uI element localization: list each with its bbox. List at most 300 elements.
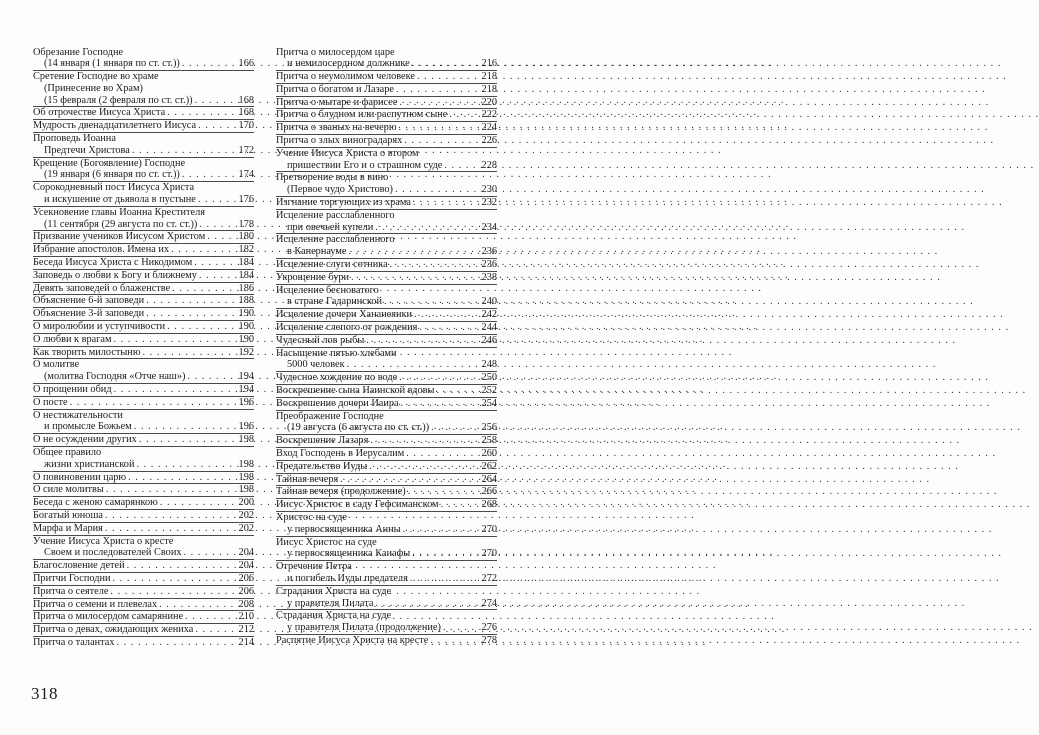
dot-leader — [198, 194, 237, 206]
toc-entry — [276, 234, 497, 259]
toc-entry-page: 266 — [481, 486, 497, 498]
dot-leader — [404, 135, 479, 147]
dot-leader — [132, 145, 237, 157]
toc-entry-page: 262 — [481, 460, 497, 472]
toc-entry-page: 202 — [238, 509, 254, 521]
toc-entry — [276, 309, 497, 322]
toc-entry — [276, 398, 497, 411]
toc-entry-title: у первосвященника Анны — [287, 523, 401, 535]
toc-entry-line — [33, 497, 254, 509]
toc-entry-title: в Капернауме — [287, 246, 347, 258]
toc-entry-title: Тайная вечеря — [276, 473, 339, 485]
toc-entry-line — [33, 459, 254, 471]
toc-entry-line — [33, 547, 254, 559]
toc-entry-title: Притча о девах, ожидающих жениха — [33, 624, 194, 636]
toc-entry — [276, 148, 497, 173]
toc-entry-page: 216 — [481, 58, 497, 70]
toc-entry-page: 270 — [481, 548, 497, 560]
toc-entry-line — [276, 109, 497, 121]
toc-entry — [276, 499, 497, 512]
toc-entry — [33, 434, 254, 447]
toc-entry-page: 168 — [238, 94, 254, 106]
toc-entry-line — [276, 499, 497, 511]
toc-entry-title: Беседа с женою самарянкою — [33, 497, 158, 509]
toc-entry — [33, 484, 254, 497]
toc-entry — [33, 560, 254, 573]
toc-entry-line — [276, 573, 497, 585]
toc-entry-title: Богатый юноша — [33, 509, 103, 521]
toc-entry-page: 196 — [238, 396, 254, 408]
toc-entry-page: 174 — [238, 169, 254, 181]
toc-entry-line: Крещение (Богоявление) Господне — [33, 157, 186, 169]
toc-entry-page: 278 — [481, 634, 497, 646]
toc-entry-title: Марфа и Мария — [33, 522, 103, 534]
dot-leader — [128, 472, 236, 484]
toc-entry-title: Как творить милостыню — [33, 346, 141, 358]
toc-entry-line — [276, 598, 497, 610]
toc-entry-line: Притча о милосердом царе — [276, 46, 395, 58]
toc-entry — [33, 107, 254, 120]
toc-entry-page: 256 — [481, 422, 497, 434]
toc-entry-line — [33, 283, 254, 295]
toc-entry-page: 236 — [481, 259, 497, 271]
toc-entry-page: 196 — [238, 421, 254, 433]
toc-entry — [276, 474, 497, 487]
toc-entry-title: Укрощение бури — [276, 271, 350, 283]
toc-entry-page: 200 — [238, 497, 254, 509]
toc-entry-title: у первосвященника Каиафы — [287, 548, 411, 560]
toc-entry-line: Страдания Христа на суде — [276, 610, 392, 622]
toc-entry-title: Об отрочестве Иисуса Христа — [33, 107, 166, 119]
dot-leader — [430, 635, 479, 647]
dot-leader — [199, 219, 236, 231]
toc-entry-line — [276, 474, 497, 486]
toc-entry-title: и промысле Божьем — [44, 421, 132, 433]
toc-entry — [33, 523, 254, 536]
toc-entry — [276, 335, 497, 348]
dot-leader — [167, 321, 236, 333]
toc-entry-line: Страдания Христа на суде — [276, 585, 392, 597]
dot-leader — [159, 599, 236, 611]
dot-leader — [375, 222, 479, 234]
dot-leader — [406, 448, 479, 460]
toc-entry-line: Усекновение главы Иоанна Крестителя — [33, 206, 205, 218]
toc-entry — [33, 637, 254, 649]
dot-leader — [207, 231, 236, 243]
toc-entry — [33, 321, 254, 334]
toc-entry — [276, 109, 497, 122]
toc-entry — [276, 259, 497, 272]
toc-entry-title: Воскрешение Лазаря — [276, 435, 369, 447]
dot-leader — [70, 397, 237, 409]
toc-entry-line: Учение Иисуса Христа о втором — [276, 147, 419, 159]
toc-entry-line — [276, 422, 497, 434]
toc-entry-line — [33, 624, 254, 636]
toc-entry — [276, 486, 497, 499]
dot-leader — [105, 523, 237, 535]
toc-entry-line — [33, 95, 254, 107]
toc-entry-line — [276, 135, 497, 147]
dot-leader — [113, 573, 237, 585]
toc-entry — [33, 308, 254, 321]
toc-entry-title: Притча о неумолимом человеке — [276, 71, 415, 83]
dot-leader — [431, 422, 479, 434]
toc-entry-page: 212 — [238, 624, 254, 636]
toc-entry-page: 194 — [238, 384, 254, 396]
toc-entry — [33, 120, 254, 133]
toc-entry-page: 170 — [238, 120, 254, 132]
toc-entry-title: (19 января (6 января по ст. ст.)) — [44, 169, 180, 181]
toc-entry — [276, 47, 497, 72]
toc-entry-line — [276, 622, 497, 634]
toc-entry-title: Притча о злых виноградарях — [276, 135, 403, 147]
dot-leader — [146, 295, 236, 307]
toc-entry — [276, 435, 497, 448]
dot-leader — [114, 334, 237, 346]
toc-entry — [33, 586, 254, 599]
toc-entry — [276, 461, 497, 474]
dot-leader — [185, 611, 237, 623]
toc-entry-line: Исцеление расслабленного — [276, 234, 395, 246]
dot-leader — [441, 499, 480, 511]
toc-entry-line — [276, 84, 497, 96]
toc-entry-line — [33, 421, 254, 433]
toc-entry-line — [276, 184, 497, 196]
dot-leader — [443, 622, 480, 634]
toc-entry — [276, 172, 497, 197]
toc-entry-title: Притча о богатом и Лазаре — [276, 83, 394, 95]
toc-entry-page: 260 — [481, 448, 497, 459]
toc-entry-title: в стране Гадаринской — [287, 296, 382, 308]
toc-entry-line — [33, 510, 254, 522]
toc-entry-line — [276, 524, 497, 536]
toc-entry — [33, 624, 254, 637]
toc-entry — [33, 573, 254, 586]
toc-entry-line — [276, 97, 497, 109]
toc-entry-page: 168 — [238, 107, 254, 119]
toc-entry-line — [33, 120, 254, 132]
dot-leader — [167, 107, 236, 119]
toc-entry-line — [33, 397, 254, 409]
toc-entry-page: 198 — [238, 471, 254, 483]
dot-leader — [419, 322, 479, 334]
toc-entry-page: 166 — [238, 58, 254, 70]
toc-entry — [276, 411, 497, 436]
toc-entry-title: Исцеление слуги сотника — [276, 259, 388, 271]
toc-entry — [276, 97, 497, 110]
toc-entry — [33, 334, 254, 347]
toc-entry-title: Распятие Иисуса Христа на кресте — [276, 634, 429, 646]
toc-entry — [276, 635, 497, 647]
toc-entry — [276, 197, 497, 210]
toc-entry — [33, 599, 254, 612]
dot-leader — [114, 384, 237, 396]
dot-leader — [399, 97, 479, 109]
toc-entry-page: 178 — [238, 218, 254, 230]
toc-entry — [276, 210, 497, 235]
toc-entry-page: 238 — [481, 271, 497, 283]
toc-entry-page: 218 — [481, 83, 497, 95]
dot-leader — [408, 486, 480, 498]
toc-entry-page: 228 — [481, 159, 497, 171]
toc-entry-line: Претворение воды в вино — [276, 172, 389, 184]
dot-leader — [340, 474, 479, 486]
toc-entry-title: О прощении обид — [33, 384, 112, 396]
toc-entry-title: Объяснение 6-й заповеди — [33, 295, 145, 307]
toc-entry-page: 190 — [238, 333, 254, 345]
toc-entry-page: 172 — [238, 144, 254, 156]
toc-entry — [276, 71, 497, 84]
toc-entry-page: 268 — [481, 499, 497, 511]
dot-leader — [139, 434, 237, 446]
toc-entry-line — [33, 637, 254, 649]
toc-entry-line: Сорокодневный пост Иисуса Христа — [33, 182, 195, 194]
toc-entry-page: 190 — [238, 321, 254, 333]
dot-leader — [349, 246, 480, 258]
toc-entry-page: 206 — [238, 572, 254, 584]
toc-entry-line — [33, 321, 254, 333]
toc-entry-title: Исцеление слепого от рождения — [276, 322, 418, 334]
toc-entry-page: 188 — [238, 295, 254, 307]
toc-entry — [276, 135, 497, 148]
toc-entry-line — [33, 219, 254, 231]
toc-entry-line — [33, 484, 254, 496]
toc-entry-title: Предательство Иуды — [276, 460, 368, 472]
toc-entry-line — [33, 573, 254, 585]
toc-entry-title: Заповедь о любви к Богу и ближнему — [33, 269, 197, 281]
toc-entry-line — [276, 398, 497, 410]
dot-leader — [413, 197, 480, 209]
toc-entry — [276, 372, 497, 385]
toc-entry-line — [276, 635, 497, 647]
toc-entry-line — [33, 611, 254, 623]
toc-entry — [276, 272, 497, 285]
toc-entry-page: 222 — [481, 109, 497, 121]
toc-entry — [33, 384, 254, 397]
dot-leader — [414, 309, 480, 321]
toc-entry-page: 218 — [481, 71, 497, 83]
toc-entry-line — [276, 359, 497, 371]
toc-entry-line — [33, 58, 254, 70]
toc-entry-page: 246 — [481, 334, 497, 346]
toc-entry — [33, 133, 254, 158]
toc-entry-page: 232 — [481, 197, 497, 209]
toc-column-left — [33, 47, 254, 649]
toc-entry-title: Иисус Христос в саду Гефсиманском — [276, 499, 439, 511]
dot-leader — [396, 84, 480, 96]
toc-entry-page: 258 — [481, 435, 497, 447]
toc-entry-line — [33, 523, 254, 535]
toc-entry-line — [276, 296, 497, 308]
dot-leader — [399, 122, 480, 134]
toc-entry — [276, 84, 497, 97]
toc-entry-title: Притча о званых на вечерю — [276, 122, 397, 134]
toc-entry-page: 190 — [238, 308, 254, 320]
toc-entry-title: Избрание апостолов. Имена их — [33, 244, 170, 256]
toc-entry-page: 242 — [481, 309, 497, 321]
toc-entry-line — [33, 599, 254, 611]
toc-entry-title: Призвание учеников Иисусом Христом — [33, 231, 206, 243]
dot-leader — [369, 461, 479, 473]
toc-entry-title: жизни христианской — [44, 458, 135, 470]
toc-entry-line — [276, 548, 497, 560]
toc-entry-title: О посте — [33, 396, 68, 408]
toc-entry-title: Воскрешение сына Наинской вдовы — [276, 385, 435, 397]
toc-entry — [33, 270, 254, 283]
toc-entry-line — [33, 334, 254, 346]
toc-entry — [33, 536, 254, 561]
toc-entry — [33, 397, 254, 410]
toc-entry-line — [276, 448, 497, 460]
toc-entry-page: 234 — [481, 221, 497, 233]
toc-entry-page: 204 — [238, 560, 254, 572]
toc-entry-page: 180 — [238, 231, 254, 243]
toc-entry-title: Притчи Господни — [33, 572, 111, 584]
toc-entry-line: Христос на суде — [276, 511, 347, 523]
toc-entry-line: Исцеление расслабленного — [276, 209, 395, 221]
toc-entry-page: 198 — [238, 458, 254, 470]
toc-entry-page: 254 — [481, 397, 497, 409]
dot-leader — [195, 624, 236, 636]
toc-entry-title: и искушение от дьявола в пустыне — [44, 194, 196, 206]
dot-leader — [184, 547, 237, 559]
page-number: 318 — [31, 684, 58, 703]
toc-entry-page: 214 — [238, 636, 254, 648]
toc-entry-line: Насыщение пятью хлебами — [276, 347, 397, 359]
toc-entry-line — [276, 222, 497, 234]
toc-entry-page: 270 — [481, 523, 497, 535]
toc-entry — [33, 295, 254, 308]
toc-entry-title: Воскрешение дочери Иаира — [276, 397, 399, 409]
toc-entry — [276, 610, 497, 635]
toc-entry-title: О повиновении царю — [33, 471, 127, 483]
toc-entry — [276, 322, 497, 335]
toc-entry-page: 226 — [481, 135, 497, 147]
toc-entry-title: Тайная вечеря (продолжение) — [276, 486, 406, 498]
toc-entry-line — [33, 472, 254, 484]
toc-entry-line — [276, 259, 497, 271]
toc-entry-title: (Первое чудо Христово) — [287, 184, 393, 196]
toc-entry-title: пришествии Его и о страшном суде — [287, 159, 443, 171]
toc-entry-title: Мудрость двенадцатилетнего Иисуса — [33, 120, 197, 132]
toc-entry-line — [276, 309, 497, 321]
toc-entry — [33, 472, 254, 485]
toc-entry-page: 272 — [481, 572, 497, 584]
toc-entry — [33, 611, 254, 624]
toc-entry-line — [276, 122, 497, 134]
toc-entry-line — [276, 385, 497, 397]
toc-entry-page: 264 — [481, 473, 497, 485]
dot-leader — [436, 385, 479, 397]
toc-entry-line — [33, 308, 254, 320]
toc-entry-line — [33, 434, 254, 446]
toc-entry — [276, 537, 497, 562]
toc-entry — [33, 182, 254, 207]
toc-entry-page: 198 — [238, 434, 254, 446]
toc-entry-title: (19 августа (6 августа по ст. ст.)) — [287, 422, 430, 434]
toc-entry-line — [276, 435, 497, 447]
toc-entry-page: 206 — [238, 585, 254, 597]
toc-entry-page: 192 — [238, 346, 254, 358]
toc-column-right — [276, 47, 497, 647]
toc-entry — [276, 512, 497, 537]
toc-entry-line — [33, 145, 254, 157]
toc-entry-page: 274 — [481, 597, 497, 609]
toc-entry-line — [276, 461, 497, 473]
toc-entry-line — [33, 270, 254, 282]
dot-leader — [417, 71, 480, 83]
dot-leader — [106, 484, 237, 496]
toc-entry-line: Отречение Петра — [276, 561, 352, 573]
toc-entry-page: 198 — [238, 484, 254, 496]
toc-entry-page: 230 — [481, 184, 497, 196]
toc-entry-line — [276, 71, 497, 83]
dot-leader — [146, 308, 236, 320]
dot-leader — [370, 435, 479, 447]
toc-entry-line — [276, 486, 497, 498]
dot-leader — [410, 573, 480, 585]
toc-entry — [276, 448, 497, 461]
toc-entry-title: (11 сентября (29 августа по ст. ст.)) — [44, 218, 198, 230]
dot-leader — [384, 296, 480, 308]
dot-leader — [172, 283, 236, 295]
toc-entry-title: и погибель Иуды предателя — [287, 572, 408, 584]
dot-leader — [187, 371, 236, 383]
toc-entry-line: Общее правило — [33, 447, 102, 458]
toc-entry-line: Сретение Господне во храме — [33, 71, 159, 83]
toc-entry-page: 204 — [238, 547, 254, 559]
toc-entry-page: 202 — [238, 522, 254, 534]
toc-entry — [33, 410, 254, 435]
toc-entry-title: у правителя Пилата — [287, 597, 374, 609]
toc-entry-page: 182 — [238, 244, 254, 256]
dot-leader — [395, 184, 480, 196]
dot-leader — [375, 598, 479, 610]
toc-entry-line: О молитве — [33, 359, 80, 371]
toc-entry-line — [33, 257, 254, 269]
toc-entry-title: О миролюбии и уступчивости — [33, 321, 166, 333]
toc-entry-title: Притча о семени и плевелах — [33, 598, 158, 610]
toc-entry-title: (14 января (1 января по ст. ст.)) — [44, 58, 180, 70]
toc-entry-title: Объяснение 3-й заповеди — [33, 308, 145, 320]
dot-leader — [195, 95, 237, 107]
toc-entry — [33, 207, 254, 232]
dot-leader — [194, 257, 236, 269]
dot-leader — [403, 524, 480, 536]
toc-entry-title: О не осуждении других — [33, 434, 137, 446]
toc-entry-title: Притча о талантах — [33, 636, 115, 648]
toc-entry-page: 252 — [481, 385, 497, 397]
dot-leader — [399, 372, 479, 384]
dot-leader — [110, 586, 236, 598]
toc-entry-line — [33, 169, 254, 181]
dot-leader — [134, 421, 237, 433]
dot-leader — [412, 58, 480, 70]
dot-leader — [401, 398, 480, 410]
toc-entry — [33, 510, 254, 523]
toc-entry-page: 240 — [481, 296, 497, 308]
toc-entry-page: 184 — [238, 257, 254, 269]
toc-entry-line: Иисус Христос на суде — [276, 536, 377, 548]
toc-entry-line: Проповедь Иоанна — [33, 133, 116, 145]
toc-entry-line — [276, 197, 497, 209]
toc-entry-title: (15 февраля (2 февраля по ст. ст.)) — [44, 94, 193, 106]
toc-entry — [33, 283, 254, 296]
toc-entry-page: 176 — [238, 194, 254, 206]
toc-entry-title: Притча о сеятеле — [33, 585, 109, 597]
toc-entry-title: Чудесный лов рыбы — [276, 334, 365, 346]
toc-entry-title: Изгнание торгующих из храма — [276, 197, 411, 209]
